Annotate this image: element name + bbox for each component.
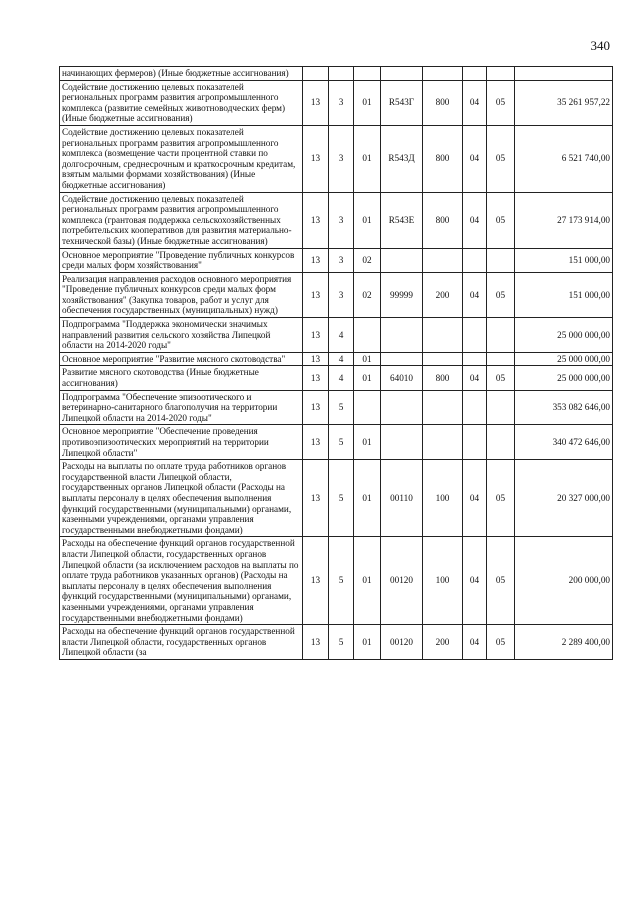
- event-code-cell: 01: [354, 125, 381, 192]
- direction-code-cell: 00120: [381, 625, 423, 660]
- section-code-cell: [463, 352, 487, 366]
- section-code-cell: 04: [463, 625, 487, 660]
- expense-type-cell: [423, 390, 463, 425]
- expense-type-cell: [423, 425, 463, 460]
- expense-type-cell: [423, 352, 463, 366]
- section-code-cell: 04: [463, 460, 487, 537]
- direction-code-cell: R543Е: [381, 192, 423, 248]
- amount-cell: 6 521 740,00: [515, 125, 613, 192]
- section-code-cell: 04: [463, 366, 487, 390]
- table-row: [60, 460, 613, 537]
- amount-cell: 353 082 646,00: [515, 390, 613, 425]
- table-row: [60, 272, 613, 317]
- subsection-code-cell: [487, 352, 515, 366]
- section-code-cell: [463, 425, 487, 460]
- subprogram-code-cell: 3: [329, 248, 354, 272]
- program-code-cell: 13: [303, 192, 329, 248]
- row-name-cell: Основное мероприятие "Проведение публичных конкурсов среди малых форм хозяйствования": [60, 248, 303, 272]
- row-name-cell: Основное мероприятие "Обеспечение проведения противоэпизоотических мероприятий на территории Липецкой области": [60, 425, 303, 460]
- row-name-cell: Подпрограмма "Обеспечение эпизоотического и ветеринарно-санитарного благополучия на территории Липецкой области на 2014-2020 годы": [60, 390, 303, 425]
- expense-type-cell: 100: [423, 537, 463, 625]
- table-row: [60, 352, 613, 366]
- table-body: [60, 67, 613, 660]
- amount-cell: 20 327 000,00: [515, 460, 613, 537]
- row-name-cell: Содействие достижению целевых показателей региональных программ развития агропромышленного комплекса (возмещение части процентной ставки по долгосрочным, среднесрочным и краткосрочным кредитам, взятым малыми формами хозяйствования) (Иные бюджетные ассигнования): [60, 125, 303, 192]
- event-code-cell: 02: [354, 248, 381, 272]
- subsection-code-cell: [487, 425, 515, 460]
- subprogram-code-cell: 4: [329, 366, 354, 390]
- subprogram-code-cell: 3: [329, 125, 354, 192]
- table-row: [60, 390, 613, 425]
- subprogram-code-cell: 3: [329, 80, 354, 125]
- section-code-cell: 04: [463, 125, 487, 192]
- program-code-cell: 13: [303, 352, 329, 366]
- subprogram-code-cell: 4: [329, 352, 354, 366]
- program-code-cell: 13: [303, 125, 329, 192]
- subsection-code-cell: 05: [487, 125, 515, 192]
- subsection-code-cell: [487, 248, 515, 272]
- section-code-cell: [463, 248, 487, 272]
- subsection-code-cell: 05: [487, 625, 515, 660]
- expense-type-cell: 800: [423, 80, 463, 125]
- row-name-cell: Расходы на выплаты по оплате труда работников органов государственной власти Липецкой области, государственных органов Липецкой области (Расходы на выплаты персоналу в целях обеспечения выполнения функций государственными (муниципальными) органами, казенными учреждениями, органами управления государственными внебюджетными фондами): [60, 460, 303, 537]
- subprogram-code-cell: 5: [329, 537, 354, 625]
- row-name-cell: Содействие достижению целевых показателей региональных программ развития агропромышленного комплекса (развитие семейных животноводческих ферм) (Иные бюджетные ассигнования): [60, 80, 303, 125]
- row-name-cell: Развитие мясного скотоводства (Иные бюджетные ассигнования): [60, 366, 303, 390]
- amount-cell: 200 000,00: [515, 537, 613, 625]
- row-name-cell: начинающих фермеров) (Иные бюджетные ассигнования): [60, 67, 303, 81]
- section-code-cell: 04: [463, 192, 487, 248]
- program-code-cell: 13: [303, 248, 329, 272]
- section-code-cell: [463, 390, 487, 425]
- event-code-cell: 01: [354, 460, 381, 537]
- event-code-cell: 01: [354, 425, 381, 460]
- amount-cell: 340 472 646,00: [515, 425, 613, 460]
- subprogram-code-cell: 4: [329, 318, 354, 353]
- subsection-code-cell: 05: [487, 192, 515, 248]
- table-row: [60, 67, 613, 81]
- direction-code-cell: [381, 67, 423, 81]
- table-row: [60, 248, 613, 272]
- program-code-cell: 13: [303, 272, 329, 317]
- program-code-cell: 13: [303, 366, 329, 390]
- subsection-code-cell: [487, 390, 515, 425]
- amount-cell: 25 000 000,00: [515, 366, 613, 390]
- direction-code-cell: 00120: [381, 537, 423, 625]
- section-code-cell: [463, 318, 487, 353]
- program-code-cell: 13: [303, 460, 329, 537]
- event-code-cell: 01: [354, 366, 381, 390]
- amount-cell: 2 289 400,00: [515, 625, 613, 660]
- amount-cell: 27 173 914,00: [515, 192, 613, 248]
- program-code-cell: 13: [303, 537, 329, 625]
- row-name-cell: Содействие достижению целевых показателей региональных программ развития агропромышленного комплекса (грантовая поддержка сельскохозяйственных потребительских кооперативов для развития материально-технической базы) (Иные бюджетные ассигнования): [60, 192, 303, 248]
- row-name-cell: Основное мероприятие "Развитие мясного скотоводства": [60, 352, 303, 366]
- direction-code-cell: 00110: [381, 460, 423, 537]
- expense-type-cell: 200: [423, 272, 463, 317]
- page-number: 340: [590, 38, 610, 53]
- direction-code-cell: [381, 318, 423, 353]
- row-name-cell: Расходы на обеспечение функций органов государственной власти Липецкой области, государственных органов Липецкой области (за исключением расходов на выплаты по оплате труда работников указанных органов) (Расходы на выплаты персоналу в целях обеспечения выполнения функций государственными (муниципальными) органами, казенными учреждениями, органами управления государственными внебюджетными фондами): [60, 537, 303, 625]
- direction-code-cell: [381, 248, 423, 272]
- amount-cell: [515, 67, 613, 81]
- subprogram-code-cell: [329, 67, 354, 81]
- table-row: [60, 366, 613, 390]
- row-name-cell: Подпрограмма "Поддержка экономически значимых направлений развития сельского хозяйства Липецкой области на 2014-2020 годы": [60, 318, 303, 353]
- subprogram-code-cell: 5: [329, 390, 354, 425]
- program-code-cell: 13: [303, 80, 329, 125]
- subprogram-code-cell: 3: [329, 192, 354, 248]
- direction-code-cell: [381, 390, 423, 425]
- program-code-cell: 13: [303, 425, 329, 460]
- row-name-cell: Расходы на обеспечение функций органов государственной власти Липецкой области, государственных органов Липецкой области (за: [60, 625, 303, 660]
- subsection-code-cell: [487, 67, 515, 81]
- expense-type-cell: [423, 318, 463, 353]
- event-code-cell: 01: [354, 192, 381, 248]
- program-code-cell: 13: [303, 390, 329, 425]
- expense-type-cell: 200: [423, 625, 463, 660]
- event-code-cell: 01: [354, 625, 381, 660]
- subsection-code-cell: 05: [487, 272, 515, 317]
- expense-type-cell: 800: [423, 366, 463, 390]
- direction-code-cell: 99999: [381, 272, 423, 317]
- amount-cell: 151 000,00: [515, 272, 613, 317]
- subsection-code-cell: 05: [487, 460, 515, 537]
- subsection-code-cell: 05: [487, 537, 515, 625]
- event-code-cell: 01: [354, 537, 381, 625]
- table-row: [60, 625, 613, 660]
- amount-cell: 35 261 957,22: [515, 80, 613, 125]
- table-row: [60, 425, 613, 460]
- event-code-cell: 01: [354, 80, 381, 125]
- budget-table: [59, 66, 613, 660]
- subprogram-code-cell: 5: [329, 460, 354, 537]
- program-code-cell: 13: [303, 625, 329, 660]
- event-code-cell: [354, 318, 381, 353]
- table-row: [60, 192, 613, 248]
- direction-code-cell: [381, 352, 423, 366]
- direction-code-cell: [381, 425, 423, 460]
- event-code-cell: [354, 67, 381, 81]
- direction-code-cell: R543Г: [381, 80, 423, 125]
- table-row: [60, 125, 613, 192]
- section-code-cell: 04: [463, 80, 487, 125]
- amount-cell: 25 000 000,00: [515, 318, 613, 353]
- subsection-code-cell: 05: [487, 366, 515, 390]
- table-row: [60, 537, 613, 625]
- subprogram-code-cell: 5: [329, 425, 354, 460]
- expense-type-cell: 800: [423, 125, 463, 192]
- section-code-cell: 04: [463, 272, 487, 317]
- expense-type-cell: 800: [423, 192, 463, 248]
- event-code-cell: 02: [354, 272, 381, 317]
- table-row: [60, 80, 613, 125]
- subprogram-code-cell: 3: [329, 272, 354, 317]
- row-name-cell: Реализация направления расходов основного мероприятия "Проведение публичных конкурсов среди малых форм хозяйствования" (Закупка товаров, работ и услуг для обеспечения государственных (муниципальных) нужд): [60, 272, 303, 317]
- expense-type-cell: 100: [423, 460, 463, 537]
- section-code-cell: [463, 67, 487, 81]
- subsection-code-cell: 05: [487, 80, 515, 125]
- expense-type-cell: [423, 67, 463, 81]
- direction-code-cell: R543Д: [381, 125, 423, 192]
- subprogram-code-cell: 5: [329, 625, 354, 660]
- expense-type-cell: [423, 248, 463, 272]
- amount-cell: 151 000,00: [515, 248, 613, 272]
- event-code-cell: 01: [354, 352, 381, 366]
- program-code-cell: [303, 67, 329, 81]
- subsection-code-cell: [487, 318, 515, 353]
- amount-cell: 25 000 000,00: [515, 352, 613, 366]
- section-code-cell: 04: [463, 537, 487, 625]
- direction-code-cell: 64010: [381, 366, 423, 390]
- table-row: [60, 318, 613, 353]
- program-code-cell: 13: [303, 318, 329, 353]
- event-code-cell: [354, 390, 381, 425]
